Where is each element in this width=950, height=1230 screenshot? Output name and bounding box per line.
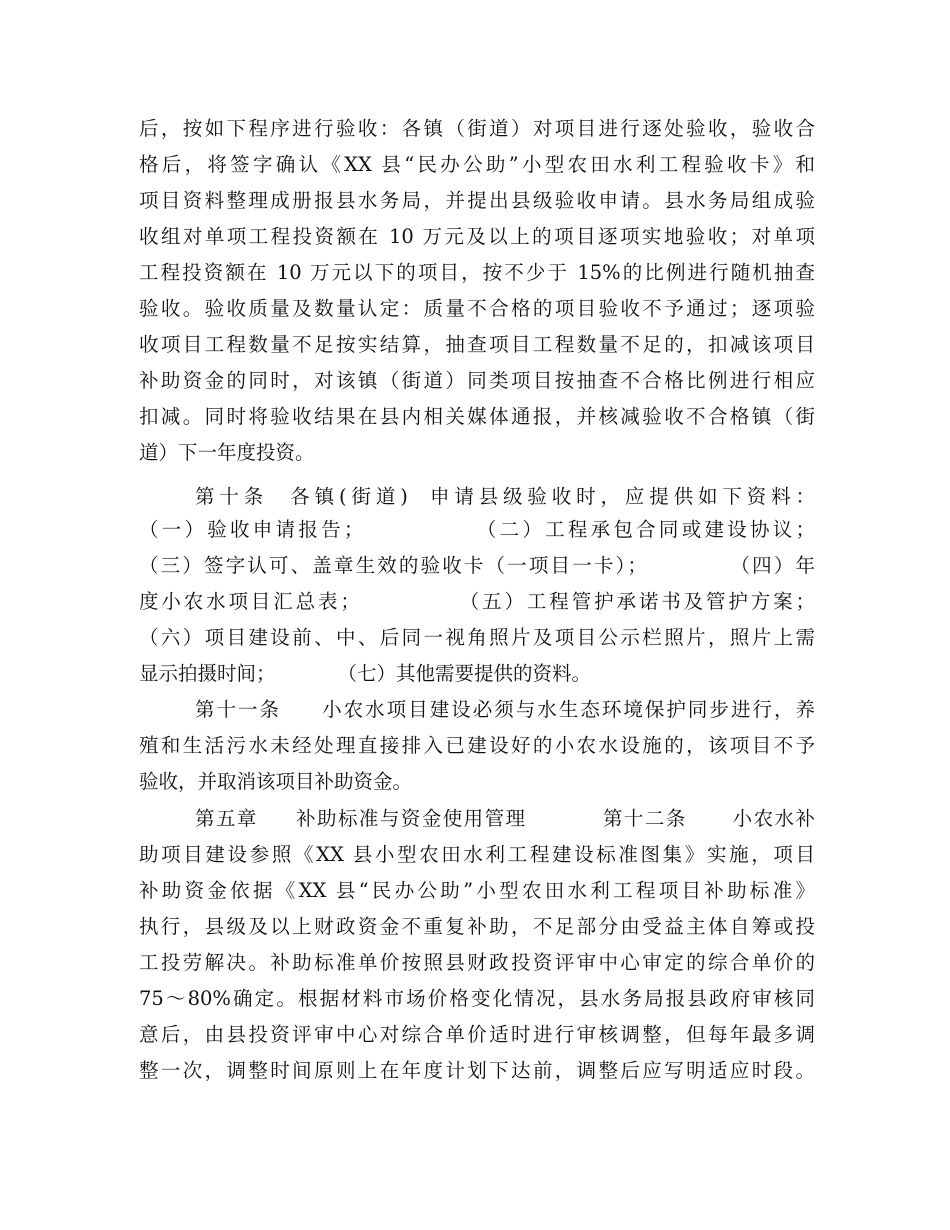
article-11-heading: 第十一条 小农水项目建设必须与水生态环境保护同步进行，养 (195, 698, 815, 721)
body-line: 度小农水项目汇总表； （五）工程管护承诺书及管护方案； (139, 590, 815, 613)
body-line: 工程投资额在 10 万元以下的项目，按不少于 15%的比例进行随机抽查 (139, 261, 815, 284)
body-line: 项目资料整理成册报县水务局，并提出县级验收申请。县水务局组成验 (139, 189, 815, 212)
body-line: 格后，将签字确认《XX 县“民办公助”小型农田水利工程验收卡》和 (139, 153, 815, 176)
body-line: 收项目工程数量不足按实结算，抽查项目工程数量不足的，扣减该项目 (139, 333, 815, 356)
body-line: 显示拍摄时间； （七）其他需要提供的资料。 (139, 662, 591, 685)
chapter-5-heading: 第五章 补助标准与资金使用管理 第十二条 小农水补 (195, 807, 815, 830)
body-line: 扣减。同时将验收结果在县内相关媒体通报，并核减验收不合格镇（街 (139, 405, 815, 428)
body-line: 工投劳解决。补助标准单价按照县财政投资评审中心审定的综合单价的 (139, 951, 815, 974)
body-line: 补助资金的同时，对该镇（街道）同类项目按抽查不合格比例进行相应 (139, 369, 815, 392)
body-line: （六）项目建设前、中、后同一视角照片及项目公示栏照片，照片上需 (139, 626, 815, 649)
body-line: 验收。验收质量及数量认定：质量不合格的项目验收不予通过；逐项验 (139, 297, 815, 320)
body-line: 验收，并取消该项目补助资金。 (139, 770, 413, 793)
body-line: 整一次，调整时间原则上在年度计划下达前，调整后应写明适应时段。 (139, 1059, 815, 1082)
body-line: 执行，县级及以上财政资金不重复补助，不足部分由受益主体自筹或投 (139, 915, 815, 938)
article-10-heading: 第十条 各镇(街道) 申请县级验收时，应提供如下资料： (195, 485, 815, 508)
body-line: 殖和生活污水未经处理直接排入已建设好的小农水设施的，该项目不予 (139, 734, 815, 757)
body-line: 意后，由县投资评审中心对综合单价适时进行审核调整，但每年最多调 (139, 1023, 815, 1046)
body-line: （三）签字认可、盖章生效的验收卡（一项目一卡）； （四）年 (139, 554, 815, 577)
body-line: 补助资金依据《XX 县“民办公助”小型农田水利工程项目补助标准》 (139, 879, 815, 902)
body-line: 后，按如下程序进行验收：各镇（街道）对项目进行逐处验收，验收合 (139, 117, 815, 140)
body-line: （一）验收申请报告； （二）工程承包合同或建设协议； (139, 518, 815, 541)
body-line: 助项目建设参照《XX 县小型农田水利工程建设标准图集》实施，项目 (139, 843, 815, 866)
body-line: 收组对单项工程投资额在 10 万元及以上的项目逐项实地验收；对单项 (139, 225, 815, 248)
body-line: 道）下一年度投资。 (139, 441, 315, 464)
body-line: 75～80%确定。根据材料市场价格变化情况，县水务局报县政府审核同 (139, 987, 815, 1010)
